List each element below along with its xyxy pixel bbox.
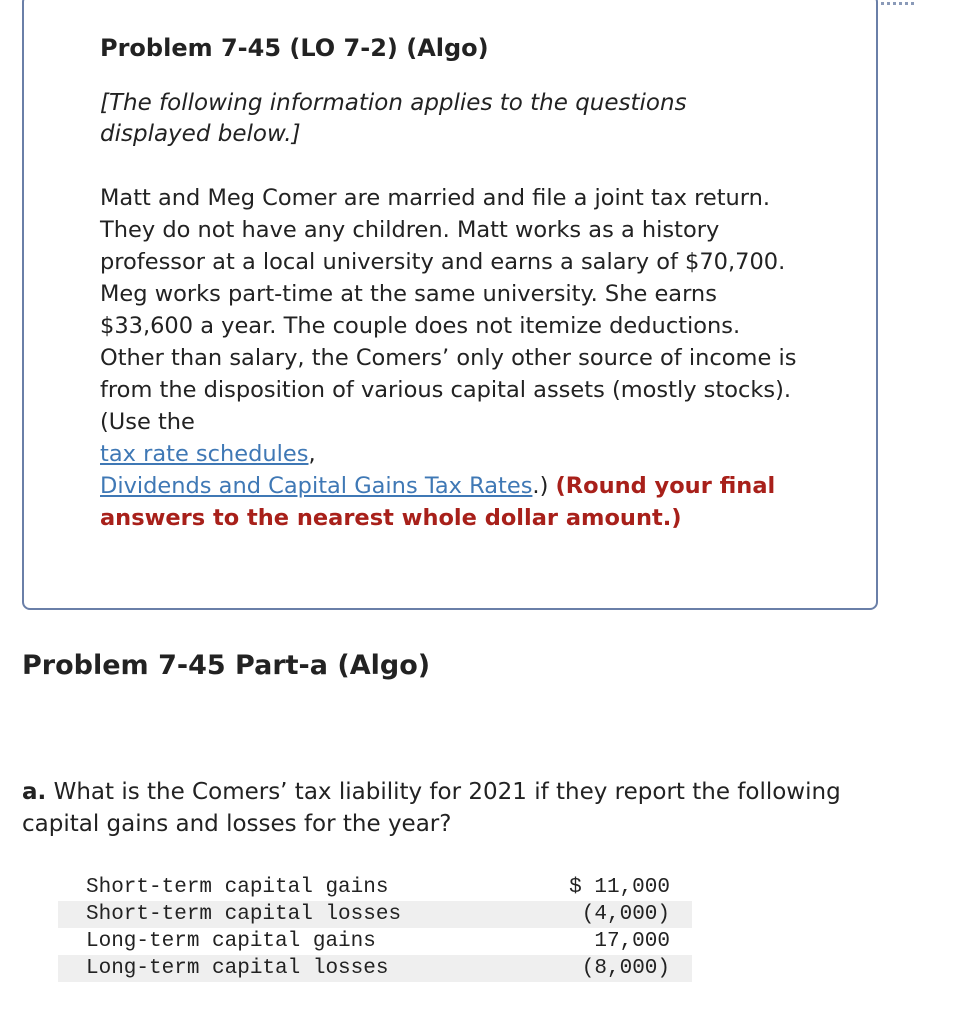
description-text: Matt and Meg Comer are married and file a joint tax return. They do not have any children. Matt works as a history professor at a local university and earns a salary of $70,700. Meg works part-time at the same university. She earns $33,600 a year. The couple does not itemize deductions. Other than salary, the Comers’ only other source of income is from the disposition of various capital assets (mostly stocks). (Use the [100, 185, 797, 435]
table-row [58, 874, 692, 901]
info-note: [The following information applies to the questions displayed below.] [100, 90, 687, 147]
table-row [58, 955, 692, 982]
row-label: Short-term capital gains [86, 876, 389, 899]
row-label: Long-term capital losses [58, 955, 525, 982]
table-row [58, 928, 692, 955]
row-amount: (8,000) [525, 955, 692, 982]
row-label: Short-term capital losses [58, 901, 525, 928]
question-letter: a. [22, 779, 47, 805]
dividends-capital-gains-link[interactable]: Dividends and Capital Gains Tax Rates [100, 473, 533, 499]
capital-gains-table [58, 874, 692, 982]
row-amount: 17,000 [594, 930, 670, 953]
part-title: Problem 7-45 Part-a (Algo) [22, 650, 431, 681]
question [22, 776, 922, 840]
after-links-text: .) [532, 473, 549, 499]
row-label: Long-term capital gains [86, 930, 376, 953]
tax-rate-schedules-link[interactable]: tax rate schedules [100, 441, 309, 467]
problem-title: Problem 7-45 (LO 7-2) (Algo) [100, 34, 489, 62]
question-text: What is the Comers’ tax liability for 2021 if they report the following capital gains and losses for the year? [22, 779, 841, 837]
table-row [58, 901, 692, 928]
comma-text: , [308, 441, 316, 467]
row-amount: (4,000) [525, 901, 692, 928]
row-amount: $ 11,000 [569, 876, 670, 899]
problem-description [100, 182, 810, 534]
rounding-instruction: (Round your final answers to the nearest whole dollar amount.) [100, 473, 776, 531]
